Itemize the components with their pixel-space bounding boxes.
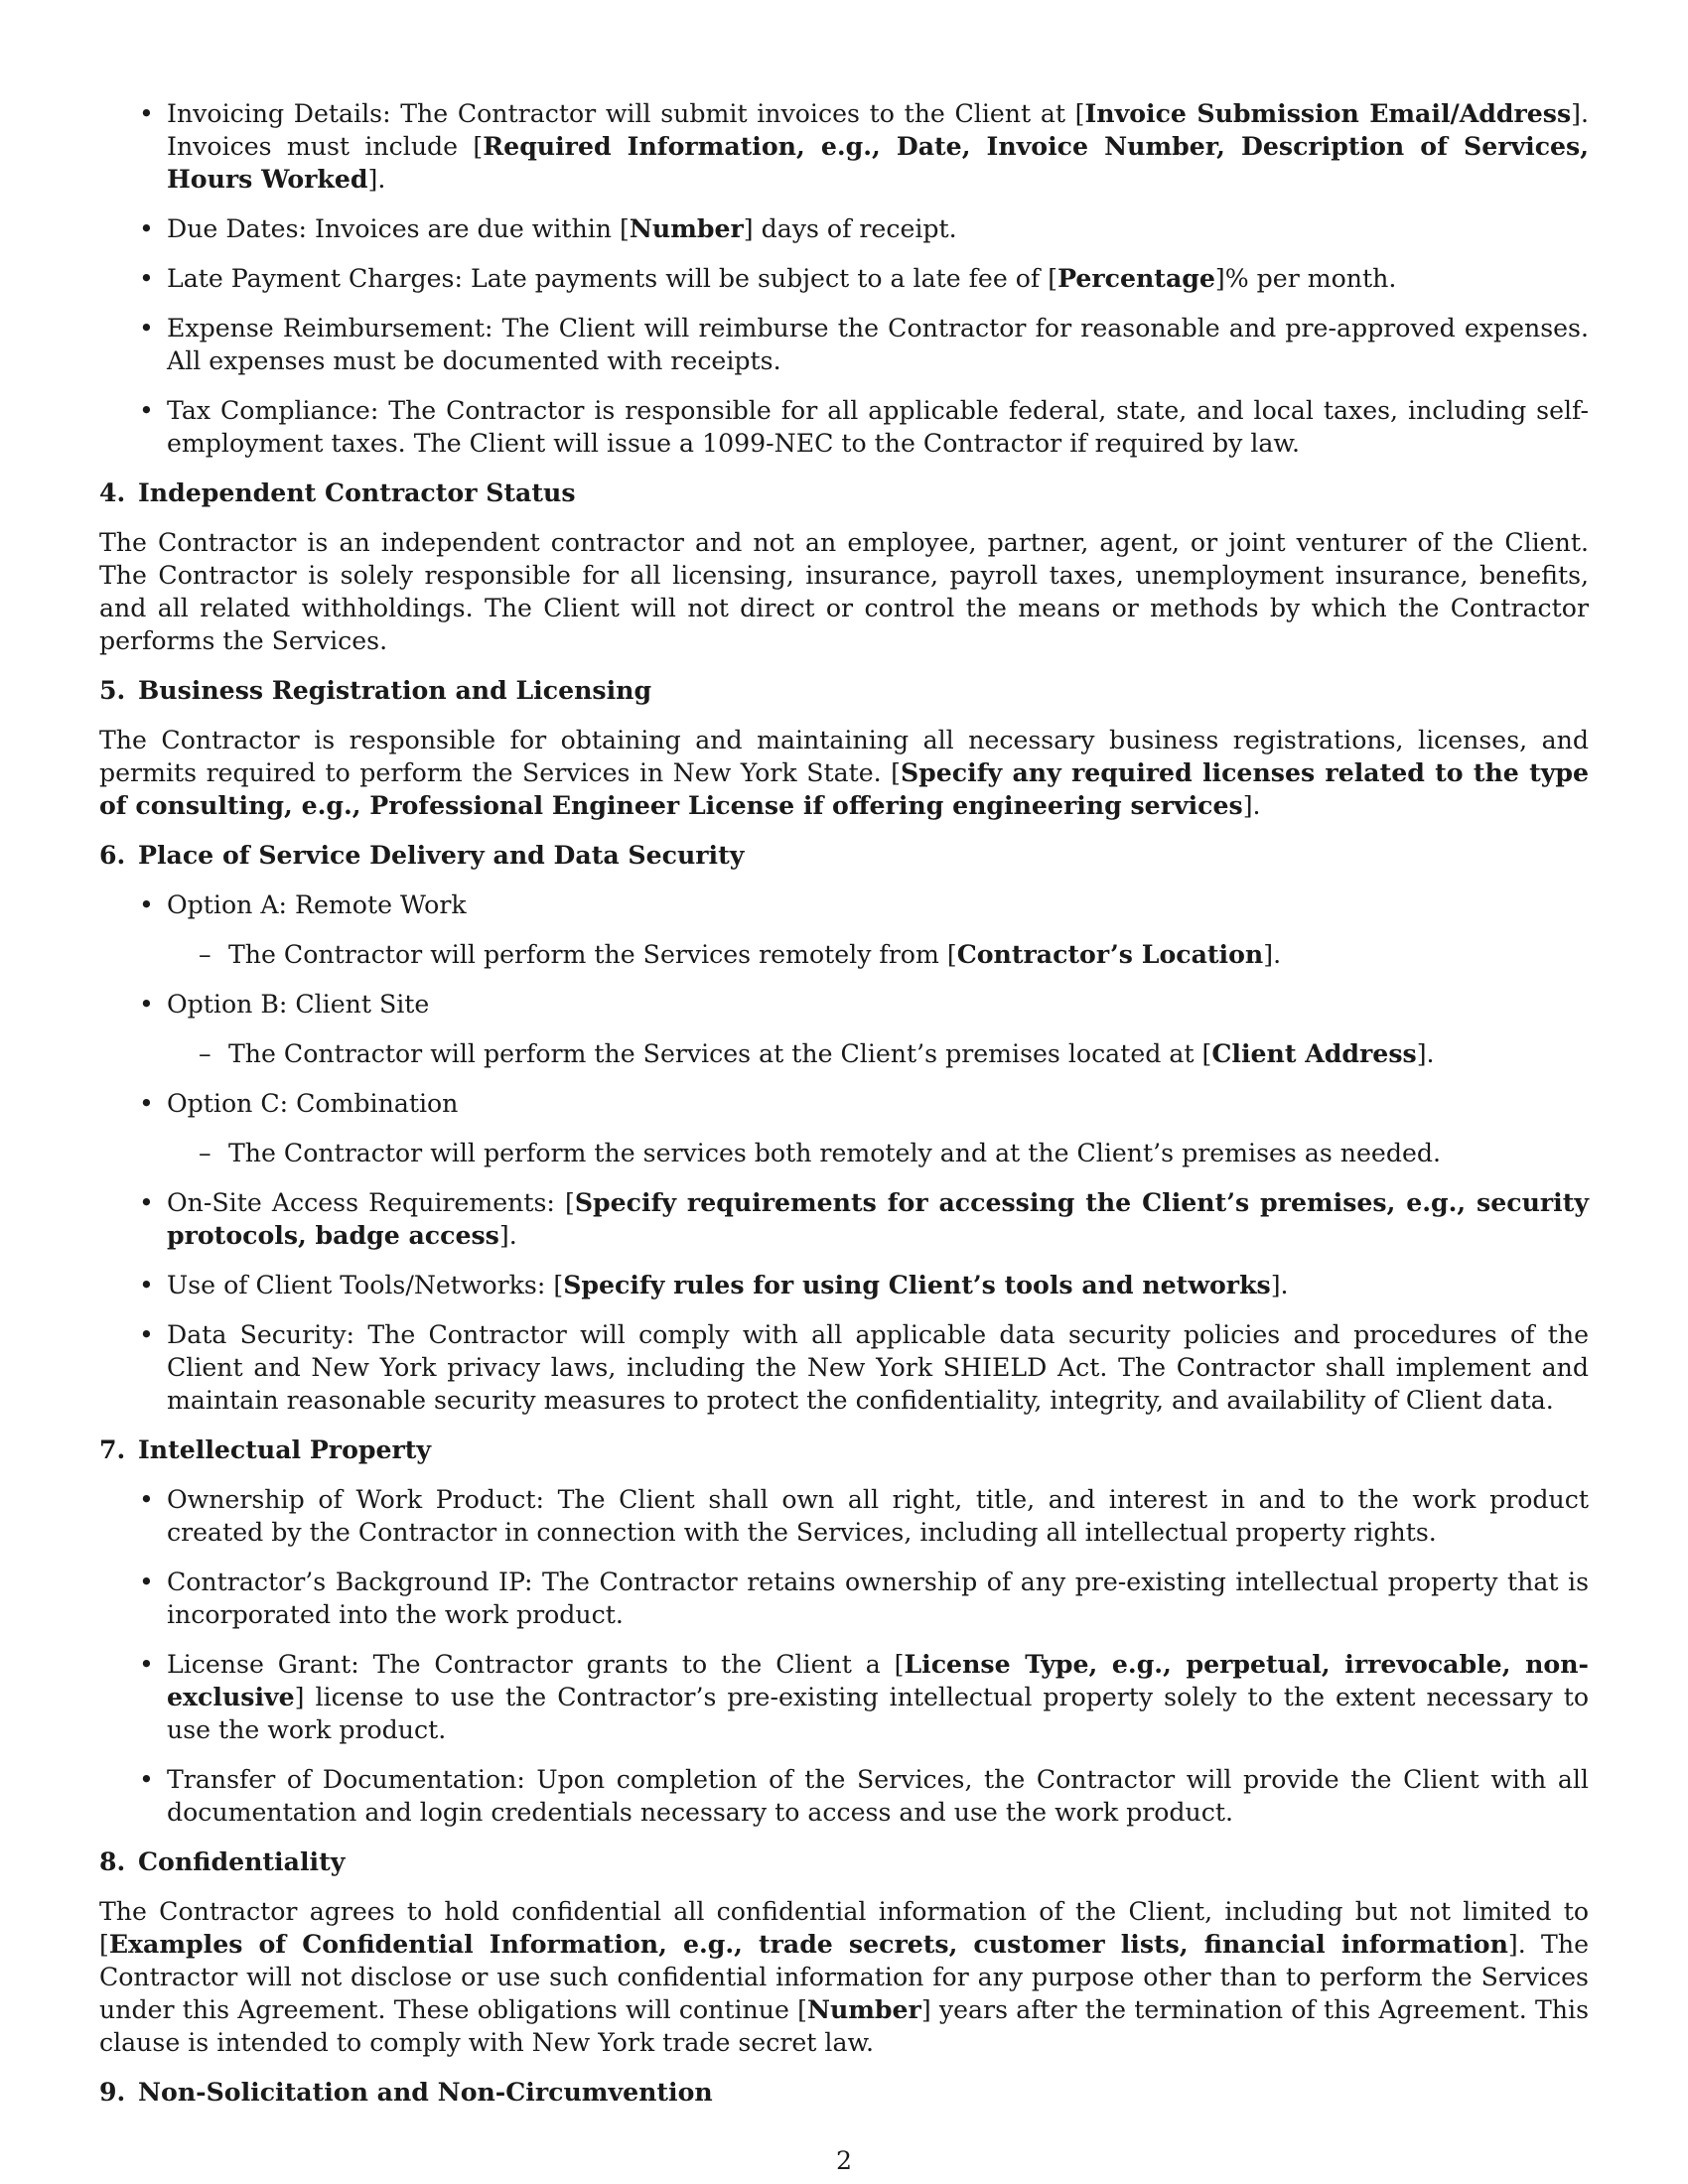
list-item-expense: • Expense Reimbursement: The Client will reimburse the Contractor for reasonable and pre-approved expenses. All expenses must be documented with receipts. xyxy=(99,312,1589,377)
section-5-paragraph: The Contractor is responsible for obtaining and maintaining all necessary business registrations, licenses, and permits required to perform the Services in New York State. [Specify any required licenses related to the type of consulting, e.g., Professional Engineer License if offering engineering services]. xyxy=(99,726,1590,820)
list-item-late-payment: • Late Payment Charges: Late payments will be subject to a late fee of [Percentage]% per month. xyxy=(99,262,1589,295)
section-8-paragraph: The Contractor agrees to hold confidential all confidential information of the Client, including but not limited to [Examples of Confidential Information, e.g., trade secrets, customer lists, financial information]. The Contractor will not disclose or use such confidential information for any purpose other than to perform the Services under this Agreement. These obligations will continue [Number] years after the termination of this Agreement. This clause is intended to comply with New York trade secret law. xyxy=(99,1897,1589,2057)
list-item-client-tools: • Use of Client Tools/Networks: [Specify rules for using Client’s tools and networks]. xyxy=(99,1269,1589,1301)
list-item-invoicing: • Invoicing Details: The Contractor will submit invoices to the Client at [Invoice Submission Email/Address]. Invoices must include [Required Information, e.g., Date, Invoice Number, Description of Services, Hours Worked]. xyxy=(99,97,1589,196)
section-heading-8: 8. Confidentiality xyxy=(99,1846,346,1876)
sub-item-option-a: – The Contractor will perform the Services remotely from [Contractor’s Location]. xyxy=(167,938,1589,971)
section-heading-6: 6. Place of Service Delivery and Data Security xyxy=(99,840,745,870)
service-delivery-list xyxy=(99,888,1589,1417)
list-item-option-c: • Option C: Combination – The Contractor will perform the services both remotely and at the Client’s premises as needed. xyxy=(99,1087,1589,1169)
payment-terms-list xyxy=(99,97,1589,460)
sub-item-option-c: – The Contractor will perform the services both remotely and at the Client’s premises as needed. xyxy=(167,1137,1589,1169)
list-item-transfer: • Transfer of Documentation: Upon completion of the Services, the Contractor will provide the Client with all documentation and login credentials necessary to access and use the work product. xyxy=(99,1763,1589,1829)
list-item-tax: • Tax Compliance: The Contractor is responsible for all applicable federal, state, and local taxes, including self-employment taxes. The Client will issue a 1099-NEC to the Contractor if required by law. xyxy=(99,394,1589,460)
ip-list xyxy=(99,1483,1589,1829)
list-item-due-dates: • Due Dates: Invoices are due within [Number] days of receipt. xyxy=(99,212,1589,245)
list-item-license-grant: • License Grant: The Contractor grants to the Client a [License Type, e.g., perpetual, irrevocable, non-exclusive] license to use the Contractor’s pre-existing intellectual property solely to the extent necessary to use the work product. xyxy=(99,1648,1589,1746)
list-item-data-security: • Data Security: The Contractor will comply with all applicable data security policies and procedures of the Client and New York privacy laws, including the New York SHIELD Act. The Contractor shall implement and maintain reasonable security measures to protect the confidentiality, integrity, and availability of Client data. xyxy=(99,1318,1589,1417)
section-heading-5: 5. Business Registration and Licensing xyxy=(99,675,652,705)
section-4-paragraph: The Contractor is an independent contractor and not an employee, partner, agent, or joint venturer of the Client. The Contractor is solely responsible for all licensing, insurance, payroll taxes, unemployment insurance, benefits, and all related withholdings. The Client will not direct or control the means or methods by which the Contractor performs the Services. xyxy=(99,528,1589,655)
page-number: 2 xyxy=(835,2146,853,2175)
list-item-ownership: • Ownership of Work Product: The Client shall own all right, title, and interest in and to the work product created by the Contractor in connection with the Services, including all intellectual property rights. xyxy=(99,1483,1589,1549)
section-heading-9: 9. Non-Solicitation and Non-Circumvention xyxy=(99,2077,713,2107)
list-item-onsite-access: • On-Site Access Requirements: [Specify requirements for accessing the Client’s premises, e.g., security protocols, badge access]. xyxy=(99,1186,1589,1252)
sub-item-option-b: – The Contractor will perform the Services at the Client’s premises located at [Client Address]. xyxy=(167,1037,1589,1070)
section-heading-4: 4. Independent Contractor Status xyxy=(99,478,576,507)
document-page xyxy=(99,97,1589,2125)
list-item-background-ip: • Contractor’s Background IP: The Contractor retains ownership of any pre-existing intellectual property that is incorporated into the work product. xyxy=(99,1566,1589,1631)
list-item-option-a: • Option A: Remote Work – The Contractor will perform the Services remotely from [Contractor’s Location]. xyxy=(99,888,1589,971)
section-heading-7: 7. Intellectual Property xyxy=(99,1434,432,1464)
list-item-option-b: • Option B: Client Site – The Contractor will perform the Services at the Client’s premises located at [Client Address]. xyxy=(99,988,1589,1070)
